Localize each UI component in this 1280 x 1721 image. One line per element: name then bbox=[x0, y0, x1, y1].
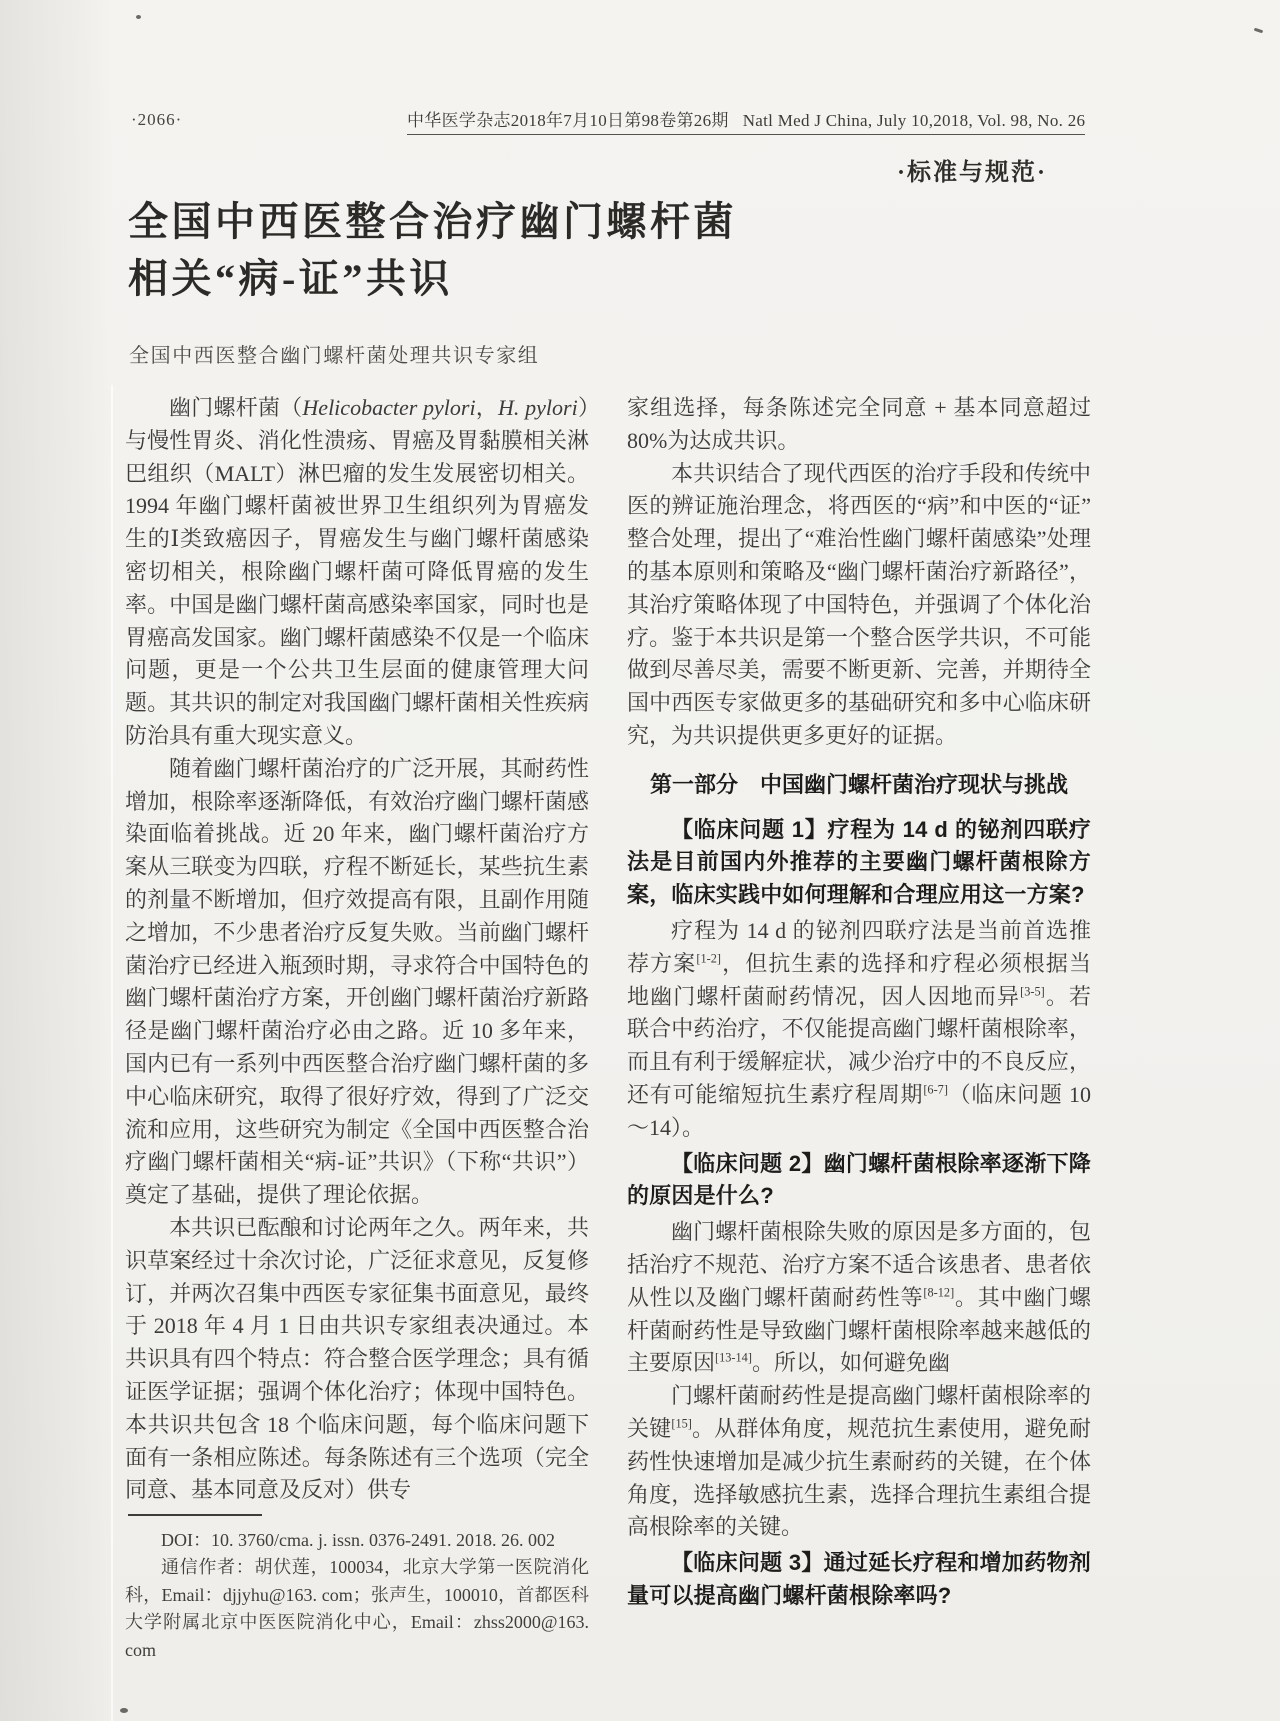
footnote-rule bbox=[128, 1514, 262, 1516]
section-label: ·标准与规范· bbox=[896, 160, 1047, 186]
answer-2-paragraph-1 bbox=[627, 1216, 1091, 1380]
article-body bbox=[125, 392, 1091, 1664]
right-column-text bbox=[627, 392, 1091, 1616]
left-column bbox=[125, 392, 589, 1664]
text-run: 幽门螺杆菌（ bbox=[169, 395, 303, 420]
correspondence-line: 通信作者：胡伏莲，100034，北京大学第一医院消化科，Email：djjyhu@163. com；张声生，100010，首都医科大学附属北京中医医院消化中心，Email：zhss2000@163. com bbox=[125, 1557, 589, 1660]
answer-1-paragraph bbox=[627, 915, 1091, 1145]
journal-citation-cn: 中华医学杂志2018年7月10日第98卷第26期 bbox=[407, 111, 729, 130]
text-run: ， bbox=[475, 395, 499, 420]
intro-paragraph-1 bbox=[125, 392, 589, 753]
journal-citation-en: Natl Med J China, July 10,2018, Vol. 98, No. 26 bbox=[742, 111, 1086, 130]
text-run: 门螺杆菌耐药性是提高幽门螺杆菌根除率的关键 bbox=[627, 1383, 1091, 1441]
text-run: ）与慢性胃炎、消化性溃疡、胃癌及胃黏膜相关淋巴组织（MALT）淋巴瘤的发生发展密切相关。1994 年幽门螺杆菌被世界卫生组织列为胃癌发生的Ⅰ类致癌因子，胃癌发生与幽门螺杆菌感染密切相关，根除幽门螺杆菌可降低胃癌的发生率。中国是幽门螺杆菌高感染率国家，同时也是胃癌高发国家。幽门螺杆菌感染不仅是一个临床问题，更是一个公共卫生层面的健康管理大问题。其共识的制定对我国幽门螺杆菌相关性疾病防治具有重大现实意义。 bbox=[125, 395, 589, 748]
article-title-line-1: 全国中西医整合治疗幽门螺杆菌 bbox=[128, 199, 737, 244]
latin-name-italic: Helicobacter pylori bbox=[302, 395, 476, 420]
text-run: 【临床问题 2】幽门螺杆菌根除率逐渐下降的原因是什么? bbox=[627, 1150, 1091, 1209]
article-title bbox=[128, 193, 737, 307]
clinical-question-1 bbox=[627, 814, 1091, 912]
text-run: 。从群体角度，规范抗生素使用，避免耐药性快速增加是减少抗生素耐药的关键，在个体角度，选择敏感抗生素，选择合理抗生素组合提高根除率的关键。 bbox=[627, 1415, 1091, 1540]
right-column bbox=[627, 392, 1091, 1664]
reference-marker: [3-5] bbox=[1020, 984, 1045, 999]
scan-edge-line bbox=[111, 385, 113, 1721]
intro-paragraph-2 bbox=[125, 753, 589, 1212]
doi-line: DOI：10. 3760/cma. j. issn. 0376-2491. 2018. 26. 002 bbox=[161, 1529, 555, 1550]
scan-speck bbox=[136, 15, 141, 19]
text-run: 疗程为 14 d 的铋剂四联疗法是当前首选推荐方案 bbox=[627, 917, 1091, 976]
consensus-overview-paragraph bbox=[627, 458, 1091, 753]
text-run: ，但抗生素的选择和疗程必须根据当地幽门螺杆菌耐药情况，因人因地而异 bbox=[627, 950, 1091, 1009]
text-run: 幽门螺杆菌根除失败的原因是多方面的，包括治疗不规范、治疗方案不适合该患者、患者依从性以及幽门螺杆菌耐药性等 bbox=[627, 1219, 1091, 1310]
reference-marker: [1-2] bbox=[696, 951, 721, 966]
scan-speck bbox=[1254, 28, 1263, 34]
reference-marker: [15] bbox=[671, 1416, 692, 1431]
text-run: 。其中幽门螺杆菌耐药性是导致幽门螺杆菌根除率越来越低的主要原因 bbox=[627, 1284, 1091, 1376]
reference-marker: [13-14] bbox=[715, 1350, 752, 1365]
reference-marker: [6-7] bbox=[923, 1082, 948, 1097]
text-run: 随着幽门螺杆菌治疗的广泛开展，其耐药性增加，根除率逐渐降低，有效治疗幽门螺杆菌感染面临着挑战。近 20 年来，幽门螺杆菌治疗方案从三联变为四联，疗程不断延长，某些抗生素的剂量不断增加，但疗效提高有限，且副作用随之增加，不少患者治疗反复失败。当前幽门螺杆菌治疗已经进入瓶颈时期，寻求符合中国特色的幽门螺杆菌治疗方案，开创幽门螺杆菌治疗新路径是幽门螺杆菌治疗必由之路。近 10 多年来，国内已有一系列中西医整合治疗幽门螺杆菌的多中心临床研究，取得了很好疗效，得到了广泛交流和应用，这些研究为制定《全国中西医整合治疗幽门螺杆菌相关“病-证”共识》（下称“共识”）奠定了基础，提供了理论依据。 bbox=[125, 755, 589, 1208]
scan-speck bbox=[120, 1708, 128, 1713]
continuation-paragraph bbox=[627, 392, 1091, 458]
reference-marker: [8-12] bbox=[923, 1285, 955, 1300]
latin-name-italic: H. pylori bbox=[498, 395, 578, 420]
scan-edge-shadow bbox=[0, 0, 112, 1721]
page-number: ·2066· bbox=[131, 110, 183, 129]
journal-citation bbox=[407, 106, 1085, 135]
footnote bbox=[125, 1514, 589, 1665]
text-run: 【临床问题 1】疗程为 14 d 的铋剂四联疗法是目前国内外推荐的主要幽门螺杆菌根除方案，临床实践中如何理解和合理应用这一方案? bbox=[627, 816, 1091, 908]
text-run: 。若联合中药治疗，不仅能提高幽门螺杆菌根除率，而且有利于缓解症状，减少治疗中的不良反应，还有可能缩短抗生素疗程周期 bbox=[627, 983, 1091, 1107]
left-column-text bbox=[125, 392, 589, 1507]
text-run: 本共识已酝酿和讨论两年之久。两年来，共识草案经过十余次讨论，广泛征求意见，反复修订，并两次召集中西医专家征集书面意见，最终于 2018 年 4 月 1 日由共识专家组表决通过。本共识具有四个特点：符合整合医学理念；具有循证医学证据；强调个体化治疗；体现中国特色。本共识共包含 18 个临床问题，每个临床问题下面有一条相应陈述。每条陈述有三个选项（完全同意、基本同意及反对）供专 bbox=[125, 1214, 589, 1503]
clinical-question-3 bbox=[627, 1547, 1091, 1613]
text-run: （临床问题 10～14）。 bbox=[627, 1081, 1091, 1140]
clinical-question-2 bbox=[627, 1148, 1091, 1214]
text-run: 家组选择，每条陈述完全同意 + 基本同意超过 80%为达成共识。 bbox=[627, 395, 1091, 453]
part-one-heading bbox=[627, 769, 1091, 802]
author-byline: 全国中西医整合幽门螺杆菌处理共识专家组 bbox=[129, 345, 540, 367]
answer-2-paragraph-2 bbox=[627, 1380, 1091, 1544]
intro-paragraph-3 bbox=[125, 1212, 589, 1507]
text-run: 第一部分 中国幽门螺杆菌治疗现状与挑战 bbox=[649, 771, 1068, 797]
text-run: 本共识结合了现代西医的治疗手段和传统中医的辨证施治理念，将西医的“病”和中医的“证”整合处理，提出了“难治性幽门螺杆菌感染”处理的基本原则和策略及“幽门螺杆菌治疗新路径”，其治疗策略体现了中国特色，并强调了个体化治疗。鉴于本共识是第一个整合医学共识，不可能做到尽善尽美，需要不断更新、完善，并期待全国中西医专家做更多的基础研究和多中心临床研究，为共识提供更多更好的证据。 bbox=[627, 460, 1091, 748]
text-run: 。所以，如何避免幽 bbox=[751, 1350, 950, 1376]
article-title-line-2: 相关“病-证”共识 bbox=[128, 256, 453, 301]
text-run: 【临床问题 3】通过延长疗程和增加药物剂量可以提高幽门螺杆菌根除率吗? bbox=[627, 1550, 1091, 1608]
